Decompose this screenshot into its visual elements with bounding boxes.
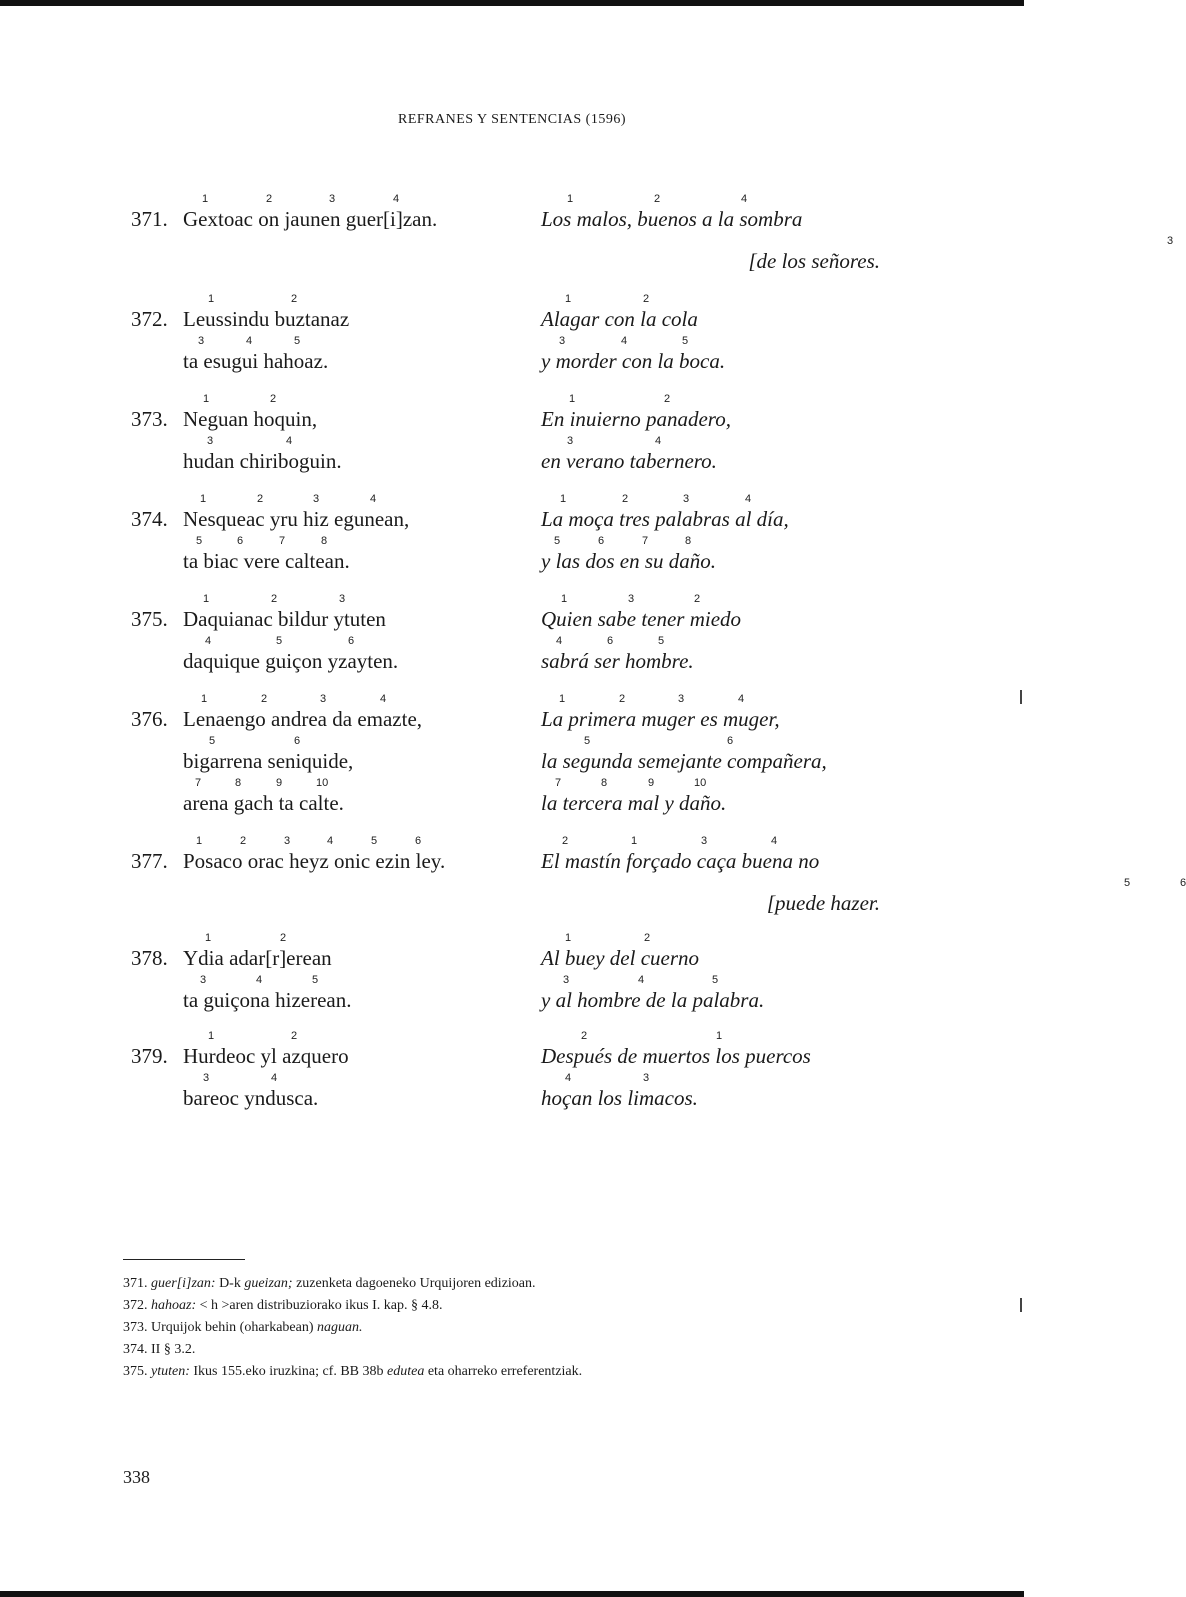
word-order-mark: 1 xyxy=(631,835,638,847)
word-order-mark: 3 xyxy=(203,1072,210,1084)
word-order-mark: 4 xyxy=(655,435,662,447)
entry-number: 379. xyxy=(131,1044,168,1068)
word-order-mark: 5 xyxy=(371,835,378,847)
word-order-mark: 2 xyxy=(581,1030,588,1042)
entry-number: 374. xyxy=(131,507,168,531)
word-order-mark: 2 xyxy=(240,835,247,847)
line-text: y morder con la boca. xyxy=(541,349,726,373)
word-order-mark: 1 xyxy=(202,193,209,205)
line-text: y al hombre de la palabra. xyxy=(541,988,765,1012)
word-order-mark: 2 xyxy=(694,593,701,605)
running-head: REFRANES Y SENTENCIAS (1596) xyxy=(397,112,627,127)
word-order-mark: 5 xyxy=(712,974,719,986)
entry-number: 377. xyxy=(131,849,168,873)
entry-number: 373. xyxy=(131,407,168,431)
line-text: en verano tabernero. xyxy=(541,449,717,473)
word-order-mark: 5 xyxy=(584,735,591,747)
word-order-mark: 6 xyxy=(237,535,244,547)
line-text: hoçan los limacos. xyxy=(541,1086,698,1110)
line-text: bareoc yndusca. xyxy=(183,1086,319,1110)
line-text: [puede hazer. xyxy=(766,891,880,915)
footnote-number: 375. xyxy=(123,1364,151,1379)
footnotes xyxy=(123,1273,582,1383)
word-order-mark: 4 xyxy=(741,193,748,205)
word-order-mark: 7 xyxy=(555,777,562,789)
spanish-line xyxy=(540,877,1186,921)
entry-number: 372. xyxy=(131,307,168,331)
word-order-mark: 1 xyxy=(208,1030,215,1042)
word-order-mark: 3 xyxy=(329,193,336,205)
line-text: la segunda semejante compañera, xyxy=(541,749,827,773)
word-order-mark: 3 xyxy=(643,1072,650,1084)
line-text: La moça tres palabras al día, xyxy=(541,507,789,531)
word-order-mark: 4 xyxy=(565,1072,572,1084)
word-order-mark: 4 xyxy=(745,493,752,505)
line-text: Los malos, buenos a la sombra xyxy=(541,207,803,231)
word-order-mark: 3 xyxy=(701,835,708,847)
word-order-mark: 5 xyxy=(1124,877,1131,889)
word-order-mark: 1 xyxy=(569,393,576,405)
word-order-mark: 1 xyxy=(716,1030,723,1042)
word-order-mark: 10 xyxy=(316,777,329,789)
entry-number: 371. xyxy=(131,207,168,231)
line-text: Alagar con la cola xyxy=(541,307,698,331)
footnote-text: D-k xyxy=(215,1276,245,1291)
word-order-mark: 6 xyxy=(598,535,605,547)
footnote-text: Urquijok behin (oharkabean) xyxy=(151,1320,317,1335)
word-order-mark: 3 xyxy=(563,974,570,986)
word-order-mark: 5 xyxy=(196,535,203,547)
word-order-mark: 1 xyxy=(208,293,215,305)
footnote xyxy=(123,1273,582,1295)
line-text: Quien sabe tener miedo xyxy=(541,607,742,631)
word-order-mark: 9 xyxy=(648,777,655,789)
page-number: 338 xyxy=(123,1467,150,1487)
footnote-number: 373. xyxy=(123,1320,151,1335)
word-order-mark: 5 xyxy=(276,635,283,647)
word-order-mark: 2 xyxy=(261,693,268,705)
word-order-mark: 8 xyxy=(321,535,328,547)
edge-mark xyxy=(1020,1298,1022,1312)
word-order-mark: 4 xyxy=(246,335,253,347)
footnote xyxy=(123,1339,582,1361)
word-order-mark: 3 xyxy=(313,493,320,505)
word-order-mark: 1 xyxy=(200,493,207,505)
word-order-mark: 5 xyxy=(554,535,561,547)
word-order-mark: 4 xyxy=(327,835,334,847)
footnote-term: naguan. xyxy=(317,1320,363,1335)
word-order-mark: 1 xyxy=(203,593,210,605)
word-order-mark: 4 xyxy=(271,1072,278,1084)
footnote-number: 372. xyxy=(123,1298,151,1313)
line-text: Posaco orac heyz onic ezin ley. xyxy=(183,849,446,873)
word-order-mark: 1 xyxy=(201,693,208,705)
footnote xyxy=(123,1317,582,1339)
bottom-border xyxy=(0,1591,1024,1597)
line-text: bigarrena seniquide, xyxy=(183,749,354,773)
line-text: arena gach ta calte. xyxy=(183,791,344,815)
word-order-mark: 6 xyxy=(1180,877,1186,889)
line-text: Leussindu buztanaz xyxy=(183,307,350,331)
footnote-term: hahoaz: xyxy=(151,1298,197,1313)
word-order-mark: 4 xyxy=(556,635,563,647)
word-order-mark: 1 xyxy=(196,835,203,847)
line-text: El mastín forçado caça buena no xyxy=(541,849,820,873)
line-text: ta esugui hahoaz. xyxy=(183,349,329,373)
word-order-mark: 4 xyxy=(380,693,387,705)
word-order-mark: 2 xyxy=(291,293,298,305)
footnote-term: guer[i]zan: xyxy=(151,1276,216,1291)
word-order-mark: 7 xyxy=(279,535,286,547)
word-order-mark: 2 xyxy=(643,293,650,305)
footnote-text: eta oharreko erreferentziak. xyxy=(424,1364,583,1379)
word-order-mark: 2 xyxy=(622,493,629,505)
word-order-mark: 5 xyxy=(294,335,301,347)
word-order-mark: 5 xyxy=(658,635,665,647)
word-order-mark: 4 xyxy=(256,974,263,986)
word-order-mark: 5 xyxy=(312,974,319,986)
top-border xyxy=(0,0,1024,6)
word-order-mark: 3 xyxy=(678,693,685,705)
spanish-line xyxy=(540,235,1174,279)
word-order-mark: 7 xyxy=(195,777,202,789)
line-text: ta biac vere caltean. xyxy=(183,549,350,573)
word-order-mark: 2 xyxy=(280,932,287,944)
line-text: Neguan hoquin, xyxy=(183,407,318,431)
footnote-text: < h >aren distribuziorako ikus I. kap. § 4.8. xyxy=(196,1298,443,1313)
word-order-mark: 1 xyxy=(561,593,568,605)
word-order-mark: 8 xyxy=(601,777,608,789)
line-text: Lenaengo andrea da emazte, xyxy=(183,707,423,731)
word-order-mark: 3 xyxy=(198,335,205,347)
word-order-mark: 2 xyxy=(644,932,651,944)
footnote-text: II § 3.2. xyxy=(151,1342,196,1357)
line-text: ta guiçona hizerean. xyxy=(183,988,352,1012)
word-order-mark: 4 xyxy=(621,335,628,347)
word-order-mark: 1 xyxy=(567,193,574,205)
word-order-mark: 1 xyxy=(205,932,212,944)
word-order-mark: 2 xyxy=(654,193,661,205)
entry-number: 378. xyxy=(131,946,168,970)
word-order-mark: 3 xyxy=(320,693,327,705)
word-order-mark: 3 xyxy=(567,435,574,447)
word-order-mark: 1 xyxy=(565,932,572,944)
footnote-rule xyxy=(123,1259,245,1260)
word-order-mark: 2 xyxy=(266,193,273,205)
line-text: la tercera mal y daño. xyxy=(541,791,727,815)
word-order-mark: 3 xyxy=(628,593,635,605)
line-text: Nesqueac yru hiz egunean, xyxy=(183,507,410,531)
line-text: hudan chiriboguin. xyxy=(183,449,342,473)
line-text: La primera muger es muger, xyxy=(541,707,780,731)
word-order-mark: 4 xyxy=(638,974,645,986)
word-order-mark: 2 xyxy=(562,835,569,847)
footnote-term: edutea xyxy=(387,1364,425,1379)
entry-number: 375. xyxy=(131,607,168,631)
word-order-mark: 3 xyxy=(207,435,214,447)
word-order-mark: 8 xyxy=(685,535,692,547)
word-order-mark: 1 xyxy=(560,493,567,505)
word-order-mark: 3 xyxy=(1167,235,1174,247)
footnote xyxy=(123,1295,582,1317)
line-text: y las dos en su daño. xyxy=(541,549,716,573)
line-text: Daquianac bildur ytuten xyxy=(183,607,386,631)
word-order-mark: 3 xyxy=(683,493,690,505)
word-order-mark: 10 xyxy=(694,777,707,789)
footnote-number: 371. xyxy=(123,1276,151,1291)
entry-number: 376. xyxy=(131,707,168,731)
edge-mark xyxy=(1020,690,1022,704)
word-order-mark: 3 xyxy=(200,974,207,986)
word-order-mark: 4 xyxy=(205,635,212,647)
word-order-mark: 4 xyxy=(286,435,293,447)
word-order-mark: 6 xyxy=(727,735,734,747)
word-order-mark: 2 xyxy=(291,1030,298,1042)
word-order-mark: 3 xyxy=(339,593,346,605)
word-order-mark: 2 xyxy=(257,493,264,505)
line-text: Gextoac on jaunen guer[i]zan. xyxy=(183,207,438,231)
word-order-mark: 3 xyxy=(284,835,291,847)
word-order-mark: 2 xyxy=(619,693,626,705)
line-text: Al buey del cuerno xyxy=(541,946,700,970)
word-order-mark: 3 xyxy=(559,335,566,347)
word-order-mark: 8 xyxy=(235,777,242,789)
word-order-mark: 4 xyxy=(771,835,778,847)
line-text: Hurdeoc yl azquero xyxy=(183,1044,349,1068)
line-text: [de los señores. xyxy=(748,249,880,273)
line-text: daquique guiçon yzayten. xyxy=(183,649,399,673)
line-text: En inuierno panadero, xyxy=(541,407,731,431)
word-order-mark: 6 xyxy=(348,635,355,647)
footnote-text: Ikus 155.eko iruzkina; cf. BB 38b xyxy=(189,1364,388,1379)
word-order-mark: 4 xyxy=(370,493,377,505)
word-order-mark: 6 xyxy=(294,735,301,747)
word-order-mark: 7 xyxy=(642,535,649,547)
footnote xyxy=(123,1361,582,1383)
footnote-term: ytuten: xyxy=(151,1364,190,1379)
line-text: sabrá ser hombre. xyxy=(541,649,694,673)
word-order-mark: 2 xyxy=(271,593,278,605)
word-order-mark: 1 xyxy=(565,293,572,305)
word-order-mark: 5 xyxy=(682,335,689,347)
word-order-mark: 5 xyxy=(209,735,216,747)
word-order-mark: 6 xyxy=(607,635,614,647)
word-order-mark: 1 xyxy=(203,393,210,405)
word-order-mark: 6 xyxy=(415,835,422,847)
footnote-number: 374. xyxy=(123,1342,151,1357)
word-order-mark: 9 xyxy=(276,777,283,789)
word-order-mark: 2 xyxy=(664,393,671,405)
word-order-mark: 1 xyxy=(559,693,566,705)
line-text: Ydia adar[r]erean xyxy=(183,946,332,970)
footnote-text: zuzenketa dagoeneko Urquijoren edizioan. xyxy=(292,1276,536,1291)
footnote-term: gueizan; xyxy=(244,1276,293,1291)
word-order-mark: 4 xyxy=(393,193,400,205)
word-order-mark: 4 xyxy=(738,693,745,705)
word-order-mark: 2 xyxy=(270,393,277,405)
line-text: Después de muertos los puercos xyxy=(541,1044,811,1068)
